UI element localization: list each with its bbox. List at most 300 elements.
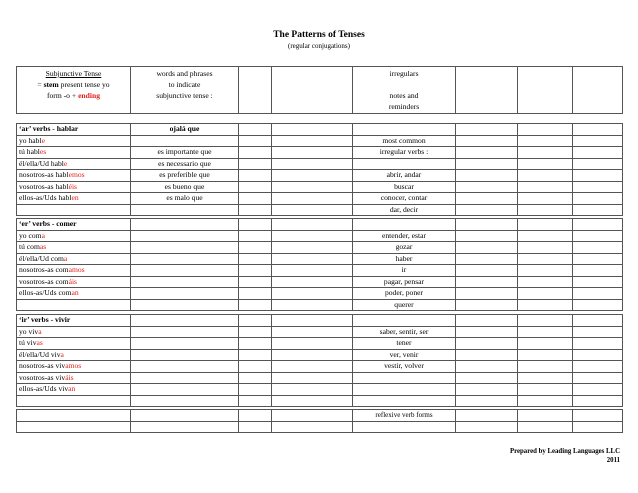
empty-cell [518, 299, 573, 311]
conjugation-cell [17, 299, 131, 311]
empty-cell [518, 242, 573, 254]
empty-cell [272, 361, 353, 373]
empty-cell [518, 219, 573, 231]
empty-cell [518, 158, 573, 170]
empty-cell [272, 135, 353, 147]
empty-cell [456, 170, 518, 182]
empty-cell [573, 124, 623, 136]
empty-cell [272, 124, 353, 136]
empty-cell [456, 276, 518, 288]
conjugation-cell [17, 230, 131, 242]
conjugation-cell [17, 361, 131, 373]
empty-cell [272, 181, 353, 193]
table-row [17, 361, 623, 373]
irregulars-cell [353, 204, 456, 216]
table-row [17, 147, 623, 159]
section-header-label: ‘ir’ verbs - vivir [19, 315, 71, 324]
empty-cell [272, 288, 353, 300]
irregular-verbs: buscar [394, 181, 414, 191]
header-phrases-line2: to indicate [168, 80, 201, 89]
phrase-cell [131, 158, 239, 170]
empty-cell [272, 204, 353, 216]
conjugation-ending: emos [68, 170, 85, 179]
header-empty-cell [239, 67, 272, 114]
empty-cell [239, 315, 272, 327]
conjugation-cell [17, 181, 131, 193]
conjugation-cell [17, 193, 131, 205]
conjugation-stem: yo habl [19, 135, 42, 145]
empty-cell [573, 361, 623, 373]
empty-cell [272, 265, 353, 277]
empty-cell [518, 193, 573, 205]
irregulars-cell [353, 299, 456, 311]
conjugation-cell [17, 395, 131, 407]
section-header-row [17, 124, 623, 136]
empty-cell [272, 170, 353, 182]
phrase-cell [131, 253, 239, 265]
empty-cell [518, 372, 573, 384]
empty-cell [239, 288, 272, 300]
header-empty-cell [272, 67, 353, 114]
header-irregulars-line1: irregulars [389, 69, 419, 78]
empty-cell [239, 230, 272, 242]
conjugation-ending: an [71, 288, 79, 297]
empty-cell [573, 372, 623, 384]
irregular-verbs: conocer, contar [380, 193, 428, 202]
conjugation-ending: a [63, 253, 68, 263]
header-subjunctive-title: Subjunctive Tense [45, 69, 102, 78]
empty-cell [272, 395, 353, 407]
empty-cell [518, 276, 573, 288]
conjugation-cell [17, 253, 131, 265]
empty-cell [573, 253, 623, 265]
empty-cell [456, 219, 518, 231]
empty-cell [456, 265, 518, 277]
header-empty-cell [518, 67, 573, 114]
empty-cell [518, 315, 573, 327]
irregulars-cell [353, 276, 456, 288]
conjugation-ending: amos [68, 265, 85, 274]
table-row [17, 384, 623, 396]
empty-cell [239, 204, 272, 216]
table-row [17, 230, 623, 242]
conjugation-stem: ellos-as/Uds viv [19, 384, 69, 393]
conjugation-cell [17, 204, 131, 216]
irregulars-cell [353, 372, 456, 384]
conjugation-stem: nosotros-as habl [19, 170, 69, 179]
table-row [17, 299, 623, 311]
irregulars-cell [353, 181, 456, 193]
empty-cell [239, 158, 272, 170]
empty-cell [518, 265, 573, 277]
phrase-cell [131, 338, 239, 350]
irregulars-cell [353, 230, 456, 242]
irregulars-cell [353, 135, 456, 147]
header-table [16, 66, 623, 114]
empty-cell [239, 181, 272, 193]
empty-cell [456, 315, 518, 327]
conjugation-stem: nosotros-as com [19, 265, 69, 274]
conjugation-ending: es [39, 147, 47, 156]
empty-cell [573, 170, 623, 182]
conjugation-cell [17, 170, 131, 182]
table-row [17, 204, 623, 216]
reflexive-table [16, 409, 623, 433]
empty-cell [353, 124, 456, 136]
conjugation-ending: a [38, 326, 42, 336]
empty-cell [456, 230, 518, 242]
reflexive-label: reflexive verb forms [353, 410, 456, 422]
footer-credit: Prepared by Leading Languages LLC [509, 448, 620, 455]
empty-cell [353, 315, 456, 327]
ar-verbs-table [16, 123, 623, 216]
irregular-verbs: tener [396, 338, 412, 347]
empty-cell [518, 230, 573, 242]
header-stem-prefix: = [37, 80, 44, 89]
empty-cell [272, 147, 353, 159]
irregulars-cell [353, 242, 456, 254]
empty-cell [573, 219, 623, 231]
empty-cell [272, 276, 353, 288]
phrase-cell [131, 181, 239, 193]
irregulars-cell [353, 158, 456, 170]
table-row [17, 265, 623, 277]
empty-cell [573, 135, 623, 147]
conjugation-stem: tú com [19, 242, 40, 251]
conjugation-ending: a [41, 230, 45, 240]
conjugation-stem: ellos-as/Uds com [19, 288, 72, 297]
empty-cell [272, 315, 353, 327]
page-title: The Patterns of Tenses [273, 30, 365, 40]
phrase-text: es malo que [166, 193, 203, 202]
empty-cell [573, 230, 623, 242]
irregular-verbs: ir [401, 265, 407, 274]
empty-cell [518, 384, 573, 396]
irregulars-cell [353, 326, 456, 338]
conjugation-stem: vosotros-as habl [19, 181, 69, 191]
phrase-text: es bueno que [164, 181, 205, 191]
empty-cell [518, 253, 573, 265]
empty-cell [456, 299, 518, 311]
empty-cell [573, 276, 623, 288]
conjugation-stem: ellos-as/Uds habl [19, 193, 72, 202]
header-irregulars-cell [353, 67, 456, 114]
footer-year: 2011 [606, 457, 620, 464]
section-header-label: ‘ar’ verbs - hablar [19, 124, 79, 133]
empty-cell [272, 338, 353, 350]
section-header [17, 124, 131, 136]
phrase-cell [131, 276, 239, 288]
header-subjunctive-cell [17, 67, 131, 114]
empty-cell [272, 349, 353, 361]
conjugation-cell [17, 384, 131, 396]
empty-cell [456, 135, 518, 147]
irregulars-cell [353, 170, 456, 182]
table-row [17, 326, 623, 338]
empty-cell [573, 193, 623, 205]
empty-cell [456, 253, 518, 265]
conjugation-cell [17, 242, 131, 254]
conjugation-stem: vosotros-as com [19, 276, 69, 286]
header-irregulars-line2: notes and [389, 91, 419, 100]
empty-cell [518, 326, 573, 338]
empty-cell [518, 147, 573, 159]
conjugation-ending: e [41, 135, 45, 145]
phrase-cell [131, 242, 239, 254]
irregular-verbs: most common [382, 135, 426, 145]
empty-cell [456, 338, 518, 350]
phrases-header [131, 124, 239, 136]
empty-cell [239, 338, 272, 350]
empty-cell [272, 384, 353, 396]
phrase-cell [131, 265, 239, 277]
section-header [17, 219, 131, 231]
empty-cell [573, 181, 623, 193]
empty-cell [456, 158, 518, 170]
header-stem-word: stem [43, 80, 59, 89]
phrase-cell [131, 326, 239, 338]
empty-cell [272, 372, 353, 384]
irregulars-cell [353, 361, 456, 373]
conjugation-cell [17, 326, 131, 338]
irregular-verbs: irregular verbs : [379, 147, 429, 156]
empty-cell [239, 372, 272, 384]
empty-cell [456, 181, 518, 193]
table-row [17, 349, 623, 361]
empty-cell [456, 384, 518, 396]
irregulars-cell [353, 349, 456, 361]
irregulars-cell [353, 395, 456, 407]
irregulars-cell [353, 147, 456, 159]
header-phrases-line1: words and phrases [156, 69, 213, 78]
empty-cell [518, 361, 573, 373]
phrase-cell [131, 361, 239, 373]
irregulars-cell [353, 338, 456, 350]
conjugation-stem: nosotros-as viv [19, 361, 66, 370]
empty-cell [573, 384, 623, 396]
table-row [17, 410, 623, 422]
section-header-label: ‘er’ verbs - comer [19, 219, 77, 228]
header-irregulars-line3: reminders [388, 102, 420, 111]
table-row [17, 338, 623, 350]
conjugation-stem: vosotros-as viv [19, 372, 66, 382]
irregular-verbs: gozar [395, 242, 413, 251]
empty-cell [239, 170, 272, 182]
ir-verbs-table [16, 314, 623, 407]
empty-cell [456, 326, 518, 338]
section-header-row [17, 315, 623, 327]
empty-cell [456, 204, 518, 216]
irregular-verbs: saber, sentir, ser [379, 326, 429, 336]
empty-cell [456, 395, 518, 407]
phrase-text: es preferible que [159, 170, 210, 179]
table-row [17, 421, 623, 433]
conjugation-stem: tú habl [19, 147, 40, 156]
table-row [17, 288, 623, 300]
table-row [17, 193, 623, 205]
header-stem-suffix: present tense yo [58, 80, 110, 89]
section-header-row [17, 219, 623, 231]
conjugation-cell [17, 338, 131, 350]
conjugation-cell [17, 276, 131, 288]
irregular-verbs: abrir, andar [386, 170, 422, 179]
empty-cell [272, 158, 353, 170]
table-row [17, 253, 623, 265]
header-stem-line [19, 79, 128, 90]
phrases-header-label: ojalá que [169, 124, 200, 133]
table-row [17, 181, 623, 193]
phrases-header [131, 219, 239, 231]
conjugation-ending: e [63, 158, 68, 168]
conjugation-ending: as [39, 242, 47, 251]
empty-cell [573, 158, 623, 170]
phrase-cell [131, 288, 239, 300]
conjugation-cell [17, 147, 131, 159]
phrase-cell [131, 230, 239, 242]
empty-cell [239, 349, 272, 361]
phrase-text: es importante que [157, 147, 212, 156]
empty-cell [239, 299, 272, 311]
irregular-verbs: haber [395, 253, 413, 263]
empty-cell [456, 349, 518, 361]
empty-cell [272, 253, 353, 265]
er-verbs-table [16, 218, 623, 311]
empty-cell [456, 193, 518, 205]
phrase-cell [131, 349, 239, 361]
phrase-cell [131, 372, 239, 384]
empty-cell [518, 288, 573, 300]
empty-cell [573, 242, 623, 254]
empty-cell [239, 135, 272, 147]
irregular-verbs: dar, decir [389, 204, 419, 214]
empty-cell [573, 349, 623, 361]
phrase-cell [131, 395, 239, 407]
header-ending-line [19, 90, 128, 101]
phrase-cell [131, 147, 239, 159]
section-header [17, 315, 131, 327]
empty-cell [573, 326, 623, 338]
empty-cell [239, 276, 272, 288]
empty-cell [518, 204, 573, 216]
empty-cell [518, 395, 573, 407]
phrase-cell [131, 299, 239, 311]
empty-cell [272, 219, 353, 231]
empty-cell [272, 326, 353, 338]
empty-cell [573, 315, 623, 327]
empty-cell [239, 384, 272, 396]
conjugation-ending: as [36, 338, 43, 347]
empty-cell [239, 326, 272, 338]
empty-cell [456, 361, 518, 373]
empty-cell [456, 147, 518, 159]
empty-cell [239, 265, 272, 277]
phrases-header [131, 315, 239, 327]
empty-cell [239, 219, 272, 231]
phrase-cell [131, 193, 239, 205]
irregular-verbs: ver, venir [389, 349, 419, 359]
empty-cell [573, 147, 623, 159]
empty-cell [518, 124, 573, 136]
empty-cell [518, 338, 573, 350]
conjugation-stem: él/ella/Ud com [19, 253, 64, 263]
empty-cell [518, 349, 573, 361]
table-row [17, 158, 623, 170]
empty-cell [573, 299, 623, 311]
table-row [17, 372, 623, 384]
irregular-verbs: poder, poner [384, 288, 424, 297]
header-ending-prefix: form -o + [46, 91, 79, 100]
header-empty-cell [456, 67, 518, 114]
empty-cell [573, 288, 623, 300]
conjugation-cell [17, 349, 131, 361]
empty-cell [353, 219, 456, 231]
conjugation-cell [17, 135, 131, 147]
empty-cell [573, 265, 623, 277]
empty-cell [239, 361, 272, 373]
conjugation-cell [17, 288, 131, 300]
empty-cell [573, 395, 623, 407]
empty-cell [239, 193, 272, 205]
irregulars-cell [353, 265, 456, 277]
empty-cell [272, 193, 353, 205]
empty-cell [272, 242, 353, 254]
empty-cell [573, 204, 623, 216]
phrase-cell [131, 135, 239, 147]
irregular-verbs: entender, estar [382, 230, 426, 240]
empty-cell [239, 253, 272, 265]
table-row [17, 276, 623, 288]
conjugation-stem: yo viv [19, 326, 39, 336]
irregulars-cell [353, 384, 456, 396]
irregulars-cell [353, 253, 456, 265]
phrase-cell [131, 384, 239, 396]
empty-cell [272, 299, 353, 311]
footer [510, 447, 620, 465]
irregular-verbs: pagar, pensar [383, 276, 425, 286]
conjugation-ending: a [60, 349, 64, 359]
conjugation-cell [17, 158, 131, 170]
table-row [17, 170, 623, 182]
irregular-verbs: querer [394, 299, 414, 309]
conjugation-cell [17, 265, 131, 277]
empty-cell [456, 288, 518, 300]
conjugation-cell [17, 372, 131, 384]
header-phrases-line3: subjunctive tense : [156, 91, 213, 100]
empty-cell [518, 181, 573, 193]
phrase-cell [131, 204, 239, 216]
conjugation-ending: an [68, 384, 76, 393]
conjugation-ending: éis [68, 181, 78, 191]
table-row [17, 242, 623, 254]
conjugation-stem: él/ella/Ud viv [19, 349, 61, 359]
empty-cell [518, 135, 573, 147]
table-row [17, 135, 623, 147]
irregular-verbs: vestir, volver [384, 361, 424, 370]
page-subtitle: (regular conjugations) [287, 42, 350, 50]
conjugation-ending: en [71, 193, 79, 202]
conjugation-ending: áis [65, 372, 74, 382]
conjugation-ending: áis [68, 276, 78, 286]
conjugation-stem: tú viv [19, 338, 37, 347]
conjugation-stem: yo com [19, 230, 42, 240]
irregulars-cell [353, 288, 456, 300]
phrase-cell [131, 170, 239, 182]
table-row [17, 395, 623, 407]
empty-cell [456, 372, 518, 384]
conjugation-ending: amos [65, 361, 82, 370]
empty-cell [573, 338, 623, 350]
empty-cell [518, 170, 573, 182]
